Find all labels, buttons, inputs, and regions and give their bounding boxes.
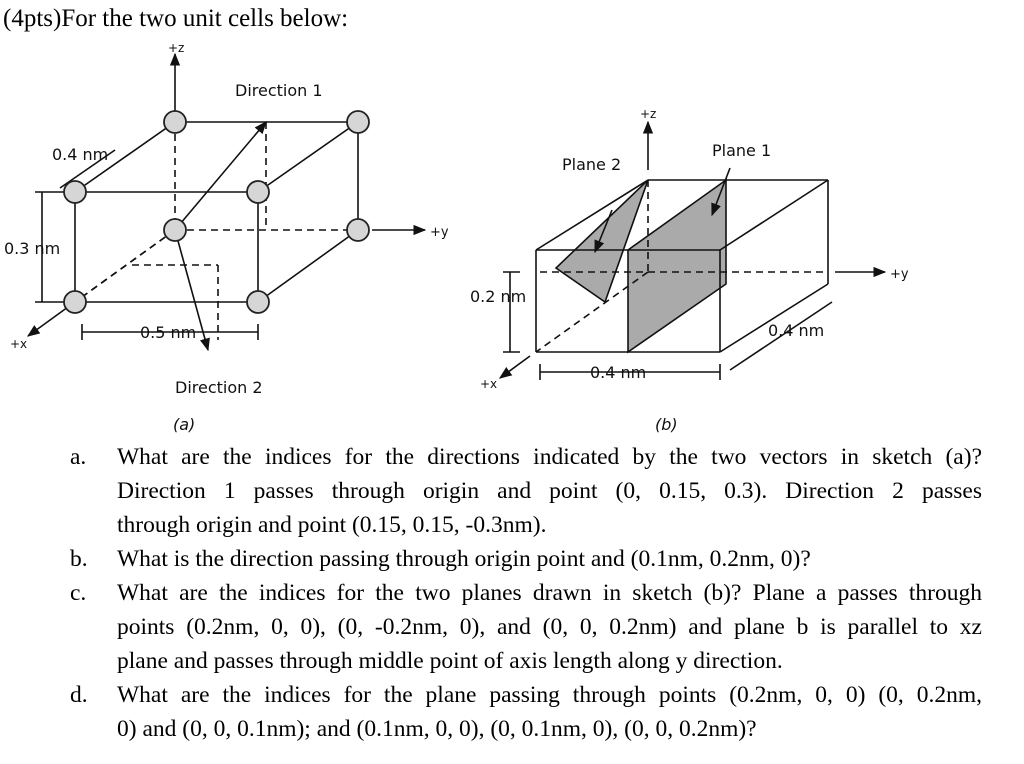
question-a-line-3: through origin and point (0.15, 0.15, -0.3nm). — [117, 512, 547, 538]
question-c-line-2: points (0.2nm, 0, 0), (0, -0.2nm, 0), and (0, 0, 0.2nm) and plane b is parallel to xz — [117, 614, 982, 640]
question-b-text — [117, 542, 982, 576]
question-a-text — [117, 440, 982, 542]
direction-2-label: Direction 2 — [175, 378, 263, 397]
sketch-a-labels — [4, 41, 449, 434]
axis-y-label-a: +y — [430, 225, 449, 240]
question-c-line-1: What are the indices for the two planes drawn in sketch (b)? Plane a passes through — [117, 580, 982, 606]
question-d-text — [117, 678, 982, 746]
question-a — [70, 440, 982, 542]
question-d-line-2: 0) and (0, 0, 0.1nm); and (0.1nm, 0, 0), (0, 0.1nm, 0), (0, 0, 0.2nm)? — [117, 716, 757, 742]
question-a-line-1: What are the indices for the directions indicated by the two vectors in sketch (a)? — [117, 444, 982, 470]
axis-x-label-b: +x — [480, 377, 498, 391]
caption-b: (b) — [655, 415, 678, 434]
question-b-line-1: What is the direction passing through origin point and (0.1nm, 0.2nm, 0)? — [117, 546, 811, 572]
question-d-letter: d. — [70, 682, 88, 708]
question-a-line-2: Direction 1 passes through origin and point (0, 0.15, 0.3). Direction 2 passes — [117, 478, 982, 504]
axis-z-label-a: +z — [168, 41, 185, 55]
axis-z-label-b: +z — [640, 107, 657, 121]
direction-1-label: Direction 1 — [235, 81, 323, 100]
caption-a: (a) — [173, 415, 196, 434]
axis-y-label-b: +y — [890, 267, 909, 282]
axis-x-label-a: +x — [10, 337, 28, 351]
question-a-letter: a. — [70, 444, 87, 470]
plane-2-label: Plane 2 — [562, 155, 622, 174]
direction-1-vector — [175, 122, 266, 230]
question-d — [70, 678, 982, 746]
dim-bottom-label-b: 0.4 nm — [590, 363, 647, 382]
question-d-line-1: What are the indices for the plane passing through points (0.2nm, 0, 0) (0, 0.2nm, — [117, 682, 982, 708]
dim-bottom-label-a: 0.5 nm — [140, 323, 197, 342]
dim-side-label-b: 0.2 nm — [470, 287, 527, 306]
dim-top-label-a: 0.4 nm — [52, 145, 109, 164]
question-c-line-3: plane and passes through middle point of axis length along y direction. — [117, 648, 783, 674]
dim-depth-label-b: 0.4 nm — [768, 321, 825, 340]
question-list — [70, 440, 982, 746]
question-c — [70, 576, 982, 678]
question-b — [70, 542, 982, 576]
sketch-a — [28, 54, 425, 350]
question-header: (4pts)For the two unit cells below: — [3, 5, 349, 32]
dim-side-label-a: 0.3 nm — [4, 239, 61, 258]
plane-1-shape — [628, 180, 726, 352]
plane-1-label: Plane 1 — [712, 141, 772, 160]
sketch-b — [500, 122, 885, 380]
question-c-letter: c. — [70, 580, 87, 606]
question-c-text — [117, 576, 982, 678]
question-b-letter: b. — [70, 546, 88, 572]
unit-cells-figure — [0, 40, 1024, 440]
